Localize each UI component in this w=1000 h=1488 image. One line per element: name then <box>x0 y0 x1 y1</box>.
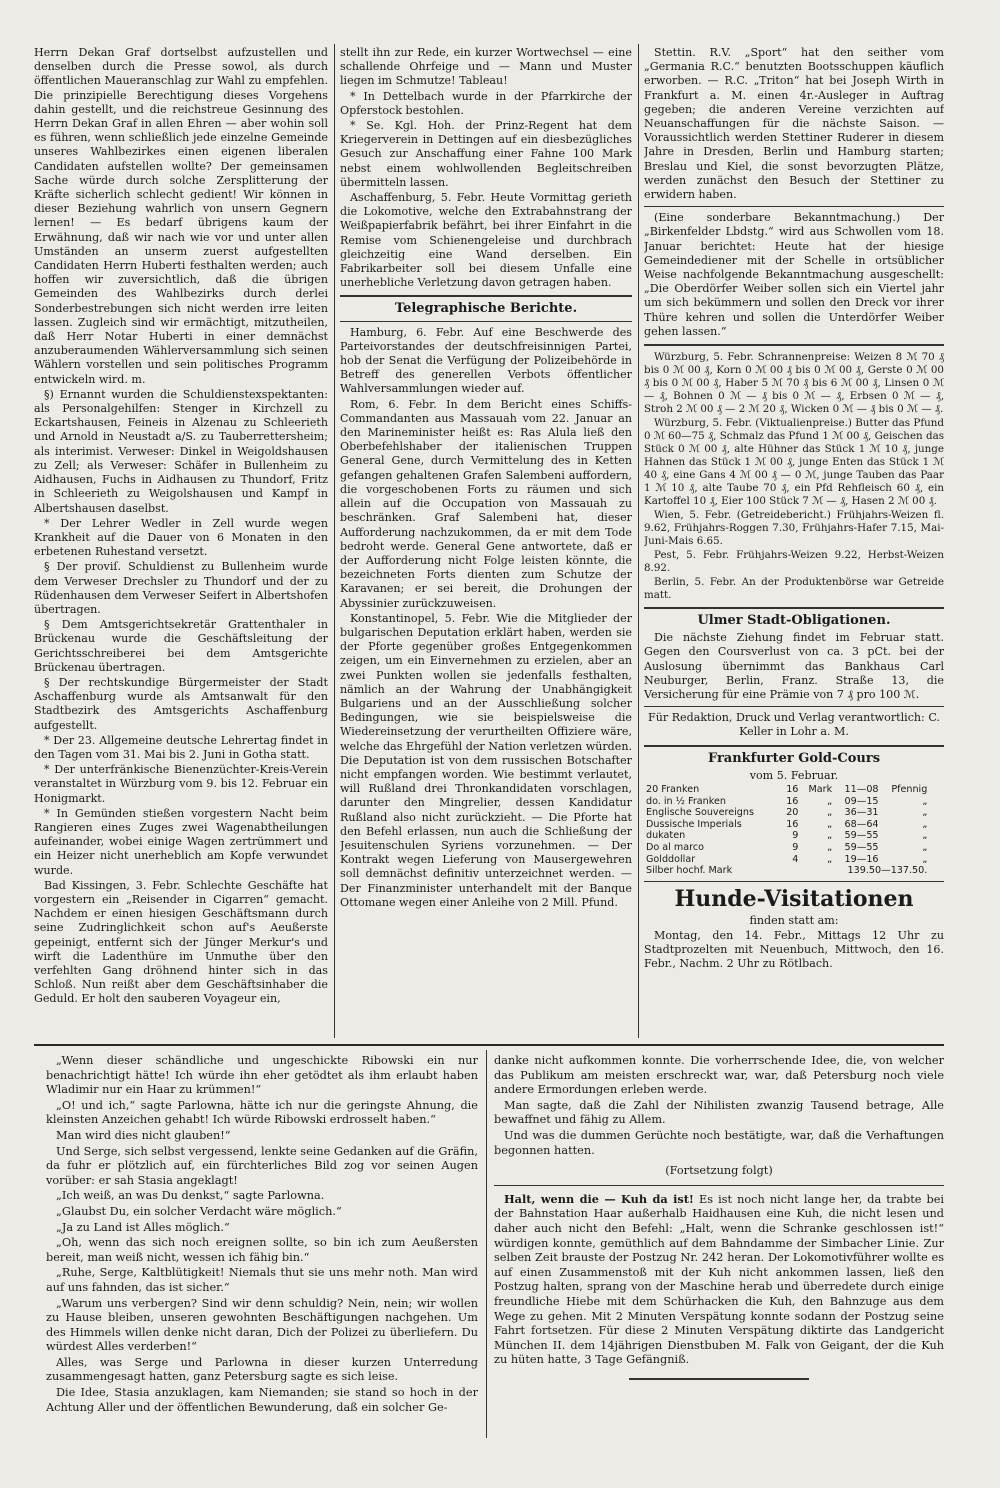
gold-cell: do. in ½ Franken <box>646 795 726 807</box>
gold-row <box>644 842 944 854</box>
news-item: Stettin. R.V. „Sport“ hat den seither vom „Germania R.C.“ benutzten Bootsschuppen käuflich erworben. — R.C. „Triton“ hat bei Joseph Wirth in Frankfurt a. M. einen 4r.-Ausleger in Auftrag gegeben; die anderen Vereine verzichten auf Neuanschaffungen für die nächste Saison. — Voraussichtlich werden Stettiner Ruderer in diesem Jahre in Dresden, Berlin und Hamburg starten; Breslau und Kiel, die sonst bevorzugten Plätze, werden zunächst den Besuch der Stettiner zu erwidern haben. <box>644 46 944 202</box>
end-rule <box>629 1378 809 1380</box>
gold-row <box>644 854 944 866</box>
gold-subheading: vom 5. Februar. <box>749 768 839 782</box>
news-item: Herrn Dekan Graf dortselbst aufzustellen und denselben durch die Presse sowol, als durch öffentlichen Maueranschlag zur Wahl zu empfehlen. Die prinzipielle Berechtigung dieses Vorgehens dahin gestellt, und die reichstreue Gesinnung des Herrn Dekan Graf in allen Ehren — aber wohin soll es führen, wenn schließlich jede einzelne Gemeinde unseres Wahlbezirkes einen eigenen liberalen Candidaten aufstellen wollte? Der gemeinsamen Sache würde durch solche Zersplitterung der Kräfte sicherlich schlecht gedient! Wir können in dieser Beziehung wahrlich von unsern Gegnern lernen! — Es bedarf übrigens kaum der Erwähnung, daß wir nach wie vor und unter allen Umständen an unserm zuerst aufgestellten Candidaten Herrn Huberti festhalten werden; auch hoffen wir zuversichtlich, daß die übrigen Gemeinden des Wahlbezirks durch derlei Sonderbestrebungen sich nicht werden irre leiten lassen. Zugleich sind wir ermächtigt, mitzutheilen, daß Herr Notar Huberti in einer demnächst anzuberaumenden Wählerversammlung sich seinen Wählern vorstellen und sein politisches Programm entwickeln wird. m. <box>34 46 328 386</box>
gold-cell: 20 Franken <box>646 784 700 796</box>
column-rule <box>486 1050 487 1438</box>
gold-cell: Englische Souvereigns <box>646 807 754 819</box>
market-reports <box>644 351 944 602</box>
news-item: §) Ernannt wurden die Schuldienstexspektanten: als Personalgehilfen: Stenger in Kirchzell zu Eckartshausen, Feineis in Alzenau zu Schleerieth und Arnold in Neustadt a/S. zu Tauberrettersheim; als interimist. Verweser: Dinkel in Weigoldshausen zu Zell; als Verweser: Schäfer in Bullenheim zu Aidhausen, Fuchs in Aidhausen zu Thundorf, Fritz in Schleerieth zu Weigolshausen und Kampf in Albertshausen daselbst. <box>34 387 328 515</box>
telegram-item: Hamburg, 6. Febr. Auf eine Beschwerde des Parteivorstandes der deutschfreisinnigen Partei, hob der Senat die Verfügung der Polizeibehörde in Betreff des generellen Verbots öffentlicher Wahlversammlungen wieder auf. <box>340 325 632 396</box>
section-divider <box>644 607 944 609</box>
section-divider <box>644 706 944 707</box>
column-3 <box>644 46 944 1036</box>
story-paragraph: Die Idee, Stasia anzuklagen, kam Niemanden; sie stand so hoch in der Achtung Aller und der öffentlichen Bewunderung, daß ein solcher Ge- <box>46 1386 478 1414</box>
feuilleton-rule <box>34 1044 944 1046</box>
section-divider <box>644 344 944 346</box>
story-paragraph: danke nicht aufkommen konnte. Die vorherrschende Idee, die, von welcher das Publikum am meisten erschreckt war, war, daß Petersburg noch viele andere Ermordungen erleben werde. <box>494 1054 944 1097</box>
news-item: (Eine sonderbare Bekanntmachung.) Der „Birkenfelder Lbdstg.“ wird aus Schwollen vom 18. Januar berichtet: Heute hat der hiesige Gemeindediener mit der Schelle in ortsüblicher Weise nachfolgende Bekanntmachung ausgeschellt: „Die Oberdörfer Weiber sollen sich ein Viertel jahr um sich bekümmern und sollen den Dreck vor ihrer Thüre kehren und sollen die Unterdörfer Weiber gehen lassen.“ <box>644 211 944 338</box>
gold-cell: Pfennig <box>891 784 928 796</box>
column-2 <box>340 46 632 1036</box>
section-divider <box>340 295 632 297</box>
kuh-heading: Halt, wenn die — Kuh da ist! <box>504 1191 694 1206</box>
news-item: § Der proviſ. Schuldienst zu Bullenheim wurde dem Verweser Drechsler zu Thundorf und der zu Rüdenhausen dem Verweser Seifert in Albertshofen übertragen. <box>34 560 328 616</box>
gold-cell: „ <box>827 795 833 807</box>
market-item: Würzburg, 5. Febr. (Viktualienpreise.) Butter das Pfund 0 ℳ 60—75 ₰, Schmalz das Pfund 1 ℳ 00 ₰, Geischen das Stück 0 ℳ 00 ₰, alte Hühner das Stück 1 ℳ 10 ₰, junge Hahnen das Stück 1 ℳ 00 ₰, junge Enten das Stück 1 ℳ 40 ₰, eine Gans 4 ℳ 00 ₰ — 0 ℳ, junge Tauben das Paar 1 ℳ 10 ₰, alte Taube 70 ₰, ein Pfd Rehfleisch 60 ₰, ein Kartoffel 10 ₰, Eier 100 Stück 7 ℳ — ₰, Hasen 2 ℳ 00 ₰. <box>644 417 944 508</box>
gold-cell: 16 <box>786 818 799 830</box>
telegram-item: Konstantinopel, 5. Febr. Wie die Mitglieder der bulgarischen Deputation erklärt haben, werden sie der Pforte gegenüber großes Entgegenkommen zeigen, um ein Einvernehmen zu erzielen, aber an zwei Punkten wollen sie jedenfalls festhalten, nämlich an der Wahrung der Unabhängigkeit Bulgariens und an der Ausschließung solcher Bedingungen, wie sie beispielsweise die Wiedereinsetzung der verurtheilten Offiziere wäre, welche das Ehrgefühl der Nation verletzen würden. Die Deputation ist von dem russischen Botschafter nicht empfangen worden. Wie bestimmt verlautet, will Rußland drei Thronkandidaten vorschlagen, darunter den Mingrelier, dessen Kandidatur Rußland also nicht zurückzieht. — Die Pforte hat den Befehl erlassen, nun auch die Schließung der Jesuitenschulen Syriens vorzunehmen. — Der Kontrakt wegen Lieferung von Mausergewehren soll demnächst definitiv unterzeichnet werden. — Der Finanzminister unterhandelt mit der Banque Ottomane wegen einer Anleihe von 2 Mill. Pfund. <box>340 611 632 909</box>
gold-cell: Dussische Imperials <box>646 818 742 830</box>
gold-table <box>644 784 944 877</box>
gold-cell: „ <box>922 795 928 807</box>
section-divider <box>340 321 632 322</box>
gold-cell <box>939 865 944 877</box>
gold-row <box>644 865 944 877</box>
story-paragraph: „Ruhe, Serge, Kaltblütigkeit! Niemals thut sie uns mehr noth. Man wird auf uns fahnden, das ist sicher.“ <box>46 1266 478 1294</box>
telegram-item: Rom, 6. Febr. In dem Bericht eines Schiffs-Commandanten aus Massauah vom 22. Januar an den Marineminister heißt es: Ras Alula ließ den Oberbefehlshaber der italienischen Truppen General Gene, durch Vermittelung des in Ketten gefangen gehaltenen Grafen Salembeni auffordern, die vorgeschobenen Forts zu räumen und sich allein auf die Occupation von Massauah zu beschränken. Graf Salembeni hat, dieser Aufforderung nachzukommen, da er mit dem Tode bedroht werde. General Gene antwortete, daß er der Aufforderung nicht Folge leisten könnte, die bezeichneten Forts dienten zum Schutze der Karavanen; er sei bereit, die Drohungen der Abyssinier zurückzuweisen. <box>340 397 632 610</box>
news-item: § Der rechtskundige Bürgermeister der Stadt Aschaffenburg wurde als Amtsanwalt für den Stadtbezirk des Amtsgerichts Aschaffenburg aufgestellt. <box>34 675 328 732</box>
gold-cell: Golddollar <box>646 853 696 865</box>
market-item: Pest, 5. Febr. Frühjahrs-Weizen 9.22, Herbst-Weizen 8.92. <box>644 549 944 575</box>
feuilleton-left <box>46 1054 478 1434</box>
gold-cell: 139.50—137.50. <box>847 865 928 877</box>
story-paragraph: „Wenn dieser schändliche und ungeschickte Ribowski ein nur benachrichtigt hätte! Ich würde ihn eher getödtet als ihm erlaubt haben Wladimir nur ein Haar zu krümmen!“ <box>46 1054 478 1097</box>
feuilleton-right <box>494 1054 944 1434</box>
gold-cell: 59—55 <box>844 830 879 842</box>
news-item: Bad Kissingen, 3. Febr. Schlechte Geschäfte hat vorgestern ein „Reisender in Cigarren“ gemacht. Nachdem er einen hiesigen Geschäftsmann durch seine Zudringlichkeit schon auf's Aeußerste gepeinigt, entfernt sich der Jünger Merkur's und wirft die Ladenthüre im Unmuthe über den verfehlten Gang dröhnend hinter sich in das Schloß. Nun reißt aber dem Geschäftsinhaber die Geduld. Er holt den sauberen Voyageur ein, <box>34 878 328 1006</box>
gold-cell: „ <box>922 818 928 830</box>
gold-cell: „ <box>827 807 833 819</box>
news-item: * Der Lehrer Wedler in Zell wurde wegen Krankheit auf die Dauer von 6 Monaten in den erbetenen Ruhestand versetzt. <box>34 516 328 559</box>
ulm-text: Die nächste Ziehung findet im Februar statt. Gegen den Coursverlust von ca. 3 pCt. bei der Auslosung übernimmt das Bankhaus Carl Neuburger, Berlin, Franz. Straße 13, die Versicherung für eine Prämie von 7 ₰ pro 100 ℳ. <box>644 631 944 702</box>
gold-cell: Do al marco <box>646 842 705 854</box>
gold-row <box>644 830 944 842</box>
gold-row <box>644 807 944 819</box>
gold-cell: 11—08 <box>844 784 879 796</box>
gold-cell: 16 <box>786 795 799 807</box>
gold-cell: 4 <box>792 853 799 865</box>
gold-cell: Mark <box>808 784 833 796</box>
gold-cell: 68—64 <box>844 818 879 830</box>
gold-cell: 19—16 <box>844 853 879 865</box>
news-item: * In Dettelbach wurde in der Pfarrkirche der Opferstock bestohlen. <box>340 89 632 117</box>
gold-cell: „ <box>922 853 928 865</box>
story-paragraph: Und was die dummen Gerüchte noch bestätigte, war, daß die Verhaftungen begonnen hatten. <box>494 1128 944 1157</box>
section-divider <box>644 745 944 747</box>
gold-cell: „ <box>827 853 833 865</box>
story-paragraph: „Warum uns verbergen? Sind wir denn schuldig? Nein, nein; wir wollen zu Hause bleiben, unseren gewohnten Beschäftigungen nachgehen. Um des Himmels willen denke nicht daran, Dich der Polizei zu überliefern. Du würdest Alles verderben!“ <box>46 1296 478 1354</box>
gold-cell: 09—15 <box>844 795 879 807</box>
story-paragraph: „Ich weiß, an was Du denkst,“ sagte Parlowna. <box>56 1189 325 1203</box>
gold-row <box>644 784 944 796</box>
story-paragraph: „Oh, wenn das sich noch ereignen sollte, so bin ich zum Aeußersten bereit, man weiß nicht, wessen ich fähig bin.“ <box>46 1236 478 1264</box>
gold-cell: dukaten <box>646 830 686 842</box>
news-item: * Se. Kgl. Hoh. der Prinz-Regent hat dem Kriegerverein in Dettingen auf ein diesbezügliches Gesuch zur Anschaffung einer Fahne 100 Mark nebst einem wohlwollenden Begleitschreiben übermitteln lassen. <box>340 119 632 189</box>
news-item: stellt ihn zur Rede, ein kurzer Wortwechsel — eine schallende Ohrfeige und — Mann und Muster liegen im Schmutze! Tableau! <box>340 46 632 88</box>
news-item: * Der unterfränkische Bienenzüchter-Kreis-Verein veranstaltet in Würzburg vom 9. bis 12. Februar ein Honigmarkt. <box>34 763 328 805</box>
gold-cell: „ <box>922 830 928 842</box>
gold-cell: „ <box>922 842 928 854</box>
gold-row <box>644 796 944 808</box>
news-item: * In Gemünden stießen vorgestern Nacht beim Rangieren eines Zuges zwei Wagenabtheilungen aufeinander, wobei einige Wagen zertrümmert und ein Heizer nicht unerheblich am Kopfe verwundet wurde. <box>34 806 328 877</box>
gold-cell: „ <box>827 818 833 830</box>
ulm-heading: Ulmer Stadt-Obligationen. <box>697 613 891 629</box>
story-paragraph: „O! und ich,“ sagte Parlowna, hätte ich nur die geringste Ahnung, die kleinsten Anzeichen gehabt! Ich würde Ribowski erdrosselt haben.“ <box>46 1098 478 1127</box>
gold-cell: „ <box>827 842 833 854</box>
story-paragraph: „Glaubst Du, ein solcher Verdacht wäre möglich.“ <box>56 1204 342 1218</box>
story-paragraph: Man wird dies nicht glauben!“ <box>56 1128 231 1142</box>
gold-cell: 9 <box>792 842 799 854</box>
section-divider <box>644 206 944 207</box>
column-1 <box>34 46 328 1036</box>
story-paragraph: Man sagte, daß die Zahl der Nihilisten zwanzig Tausend betrage, Alle bewaffnet und fähig zu Allem. <box>494 1098 944 1127</box>
market-item: Berlin, 5. Febr. An der Produktenbörse war Getreide matt. <box>644 576 944 602</box>
continuation-note: (Fortsetzung folgt) <box>665 1164 773 1178</box>
hunde-subheading: finden statt am: <box>749 913 839 927</box>
kuh-story <box>494 1192 944 1368</box>
column-rule <box>638 44 639 1038</box>
story-paragraph: Und Serge, sich selbst vergessend, lenkte seine Gedanken auf die Gräfin, da fuhr er plötzlich auf, ein fürchterliches Bild zog vor seinen Augen vorüber: er sah Stasia angeklagt! <box>46 1144 478 1187</box>
telegraph-heading: Telegraphische Berichte. <box>394 301 578 317</box>
hunde-heading: Hunde-Visitationen <box>674 885 914 912</box>
gold-heading: Frankfurter Gold-Cours <box>707 750 881 766</box>
section-divider <box>644 881 944 882</box>
market-item: Wien, 5. Febr. (Getreidebericht.) Frühjahrs-Weizen fl. 9.62, Frühjahrs-Roggen 7.30, Frühjahrs-Hafer 7.15, Mai-Juni-Mais 6.65. <box>644 509 944 548</box>
gold-row <box>644 819 944 831</box>
section-divider <box>494 1185 944 1186</box>
news-item: § Dem Amtsgerichtsekretär Grattenthaler in Brückenau wurde die Geschäftsleitung der Gerichtsschreiberei bei dem Amtsgerichte Brückenau übertragen. <box>34 618 328 674</box>
gold-cell: „ <box>922 807 928 819</box>
gold-cell: 59—55 <box>844 842 879 854</box>
gold-cell: 36—31 <box>844 807 879 819</box>
gold-cell: Silber hochf. Mark <box>646 865 733 877</box>
news-item: * Der 23. Allgemeine deutsche Lehrertag findet in den Tagen vom 31. Mai bis 2. Juni in Gotha statt. <box>34 733 328 761</box>
gold-cell: 9 <box>792 830 799 842</box>
story-paragraph: „Ja zu Land ist Alles möglich.“ <box>56 1220 230 1234</box>
gold-cell: 16 <box>786 784 799 796</box>
story-paragraph: Alles, was Serge und Parlowna in dieser kurzen Unterredung zusammengesagt hatten, ganz Petersburg sagte es sich leise. <box>46 1355 478 1384</box>
market-item: Würzburg, 5. Febr. Schrannenpreise: Weizen 8 ℳ 70 ₰ bis 0 ℳ 00 ₰, Korn 0 ℳ 00 ₰ bis 0 ℳ 00 ₰, Gerste 0 ℳ 00 ₰ bis 0 ℳ 00 ₰, Haber 5 ℳ 70 ₰ bis 6 ℳ 00 ₰, Linsen 0 ℳ — ₰, Bohnen 0 ℳ — ₰ bis 0 ℳ — ₰, Erbsen 0 ℳ — ₰, Stroh 2 ℳ 00 ₰ — 2 ℳ 20 ₰, Wicken 0 ℳ — ₰ bis 0 ℳ — ₰. <box>644 351 944 416</box>
kuh-text: Es ist noch nicht lange her, da trabte bei der Bahnstation Haar außerhalb Haidhausen eine Kuh, die nicht lesen und daher auch nicht den Befehl: „Halt, wenn die Schranke geschlossen ist!“ würdigen konnte, gemüthlich auf dem Bahndamme der Simbacher Linie. Zur selben Zeit brauste der Postzug Nr. 242 heran. Der Lokomotivführer wollte es auf einen Zusammenstoß mit der Kuh nicht ankommen lassen, ließ den Postzug halten, sprang von der Maschine herab und überredete durch einige freundliche Hiebe mit dem Schürhacken die Kuh, den Bahnzuge aus dem Wege zu gehen. Mit 2 Minuten Verspätung konnte sodann der Postzug seine Fahrt fortsetzen. Für diese 2 Minuten Verspätung diktirte das Landgericht München II. dem 14jährigen Dienstbuben M. Falk von Geigant, der die Kuh zu hüten hatte, 3 Tage Gefängniß. <box>494 1192 944 1367</box>
gold-cell: 20 <box>786 807 799 819</box>
imprint: Für Redaktion, Druck und Verlag verantwortlich: C. Keller in Lohr a. M. <box>648 711 940 739</box>
column-rule <box>334 44 335 1038</box>
hunde-text: Montag, den 14. Febr., Mittags 12 Uhr zu Stadtprozelten mit Neuenbuch, Mittwoch, den 16. Febr., Nachm. 2 Uhr zu Rötlbach. <box>644 929 944 971</box>
gold-cell: „ <box>827 830 833 842</box>
news-item: Aschaffenburg, 5. Febr. Heute Vormittag gerieth die Lokomotive, welche den Extrabahnstrang der Weißpapierfabrik befährt, bei ihrer Einfahrt in die Remise vom Schienengeleise und durchbrach gleichzeitig eine Wand derselben. Ein Fabrikarbeiter soll bei diesem Unfalle eine unerhebliche Verletzung davon getragen haben. <box>340 191 632 290</box>
